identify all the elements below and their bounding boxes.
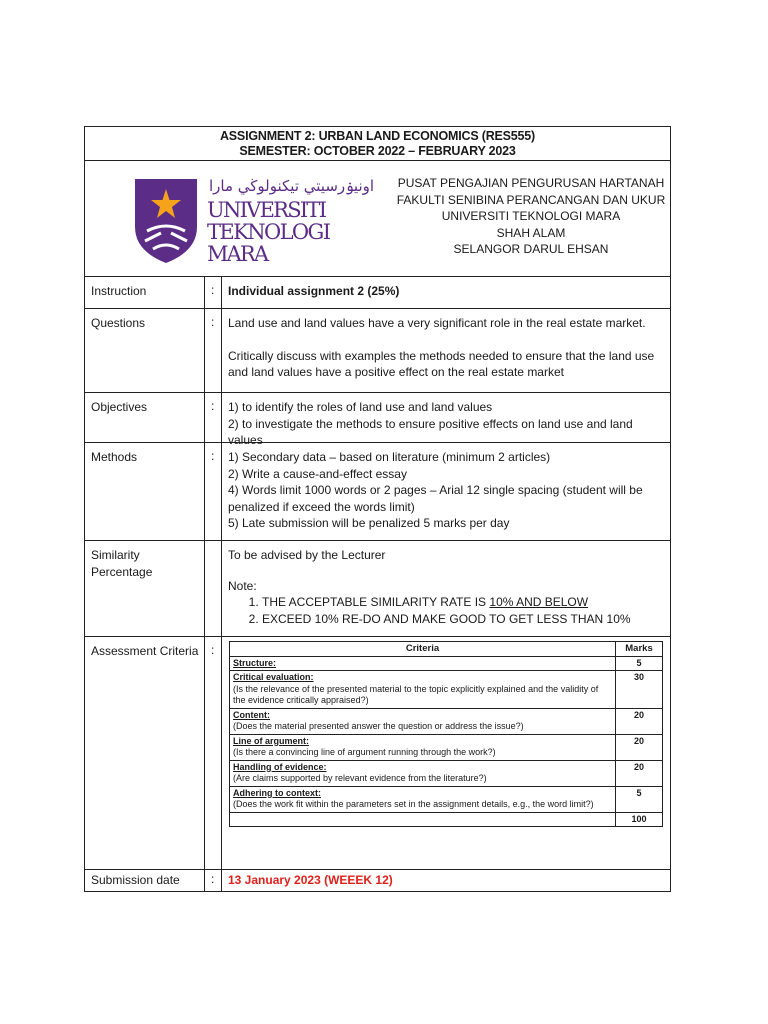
questions-text	[228, 315, 662, 381]
logo-text-teknologi: TEKNOLOGI	[207, 220, 331, 244]
criteria-header-row	[230, 642, 663, 657]
criteria-name: Critical evaluation:	[233, 672, 314, 682]
colon: :	[211, 315, 215, 329]
institution-line: SHAH ALAM	[496, 225, 566, 240]
colon: :	[211, 283, 215, 297]
question-paragraph-2: Critically discuss with examples the methods needed to ensure that the land use and land values have a positive effect on the real estate market	[228, 348, 655, 379]
objectives-list	[228, 399, 662, 449]
similarity-advice: To be advised by the Lecturer	[228, 548, 386, 562]
criteria-row	[230, 734, 663, 760]
criteria-row	[230, 708, 663, 734]
criteria-name: Content:	[233, 709, 270, 720]
methods-label: Methods	[91, 450, 138, 464]
question-paragraph-1: Land use and land values have a very significant role in the real estate market.	[228, 316, 646, 330]
criteria-header: Criteria	[230, 642, 616, 657]
similarity-list	[228, 594, 662, 627]
submission-row	[85, 870, 670, 891]
criteria-description: (Is the relevance of the presented material to the topic explicitly explained and the validity of the evidence critically appraised?)	[233, 683, 599, 705]
method-item: 4) Words limit 1000 words or 2 pages – Arial 12 single spacing (student will be penalized if exceed the words limit)	[228, 483, 643, 514]
criteria-marks: 30	[616, 671, 663, 709]
institution-line: PUSAT PENGAJIAN PENGURUSAN HARTANAH	[397, 176, 665, 190]
similarity-note: Note:	[228, 578, 257, 593]
institution-line: UNIVERSITI TEKNOLOGI MARA	[441, 209, 621, 223]
institution-block	[381, 175, 681, 258]
criteria-marks: 5	[616, 656, 663, 671]
criteria-marks: 5	[616, 786, 663, 812]
method-item: 5) Late submission will be penalized 5 marks per day	[228, 516, 510, 530]
methods-list	[228, 449, 662, 532]
logo-text-universiti: UNIVERSITI	[207, 198, 327, 222]
criteria-name: Handling of evidence:	[233, 761, 327, 772]
criteria-row	[230, 760, 663, 786]
logo-arabic-text: اونيۏرسيتي تيكنولوڬي مارا	[209, 177, 375, 195]
similarity-label-line-1: Similarity	[91, 548, 140, 562]
similarity-threshold: 10% AND BELOW	[489, 595, 589, 609]
submission-date: 13 January 2023 (WEEEK 12)	[228, 873, 393, 887]
criteria-row	[230, 786, 663, 812]
criteria-description: (Are claims supported by relevant evidence from the literature?)	[233, 773, 487, 783]
title-line-2: SEMESTER: OCTOBER 2022 – FEBRUARY 2023	[239, 144, 516, 158]
criteria-name: Line of argument:	[233, 735, 309, 746]
method-item: 1) Secondary data – based on literature (minimum 2 articles)	[228, 450, 551, 464]
instruction-label: Instruction	[91, 284, 147, 298]
questions-row	[85, 309, 670, 393]
objectives-row	[85, 393, 670, 447]
assignment-document	[84, 126, 671, 892]
similarity-row	[85, 541, 670, 637]
colon: :	[211, 643, 215, 657]
total-marks: 100	[616, 812, 663, 827]
objective-item: 2) to investigate the methods to ensure positive effects on land use and land values	[228, 416, 633, 447]
institution-line: SELANGOR DARUL EHSAN	[453, 242, 609, 256]
marks-header: Marks	[616, 642, 663, 657]
criteria-marks: 20	[616, 708, 663, 734]
assessment-label: Assessment Criteria	[91, 644, 199, 658]
instruction-value: Individual assignment 2 (25%)	[228, 284, 400, 298]
similarity-item-1: 1. THE ACCEPTABLE SIMILARITY RATE IS 10% AND BELOW	[262, 594, 662, 611]
total-row	[230, 812, 663, 827]
colon: :	[211, 399, 215, 413]
title-line-1: ASSIGNMENT 2: URBAN LAND ECONOMICS (RES555)	[219, 129, 536, 143]
criteria-row	[230, 656, 663, 671]
objective-item: 1) to identify the roles of land use and land values	[228, 400, 493, 414]
university-logo	[135, 175, 375, 266]
logo-text-mara: MARA	[207, 242, 269, 266]
instruction-row	[85, 277, 670, 309]
methods-row	[85, 443, 670, 541]
criteria-name: Structure:	[233, 657, 277, 668]
similarity-label	[91, 547, 152, 580]
submission-label: Submission date	[91, 873, 180, 887]
colon: :	[211, 449, 215, 463]
method-item: 2) Write a cause-and-effect essay	[228, 466, 407, 481]
colon: :	[211, 872, 215, 886]
criteria-marks: 20	[616, 734, 663, 760]
criteria-marks: 20	[616, 760, 663, 786]
criteria-row	[230, 671, 663, 709]
similarity-content	[228, 547, 662, 627]
criteria-description: (Does the work fit within the parameters set in the assignment details, e.g., the word limit?)	[233, 799, 594, 809]
assessment-criteria-table	[229, 641, 663, 827]
criteria-description: (Is there a convincing line of argument running through the work?)	[233, 747, 496, 757]
assignment-title	[85, 127, 670, 161]
institution-line: FAKULTI SENIBINA PERANCANGAN DAN UKUR	[396, 192, 666, 207]
document-header	[85, 161, 670, 277]
similarity-item-2: 2. EXCEED 10% RE-DO AND MAKE GOOD TO GET LESS THAN 10%	[262, 611, 662, 628]
criteria-name: Adhering to context:	[233, 787, 321, 798]
objectives-label: Objectives	[91, 400, 148, 414]
questions-label: Questions	[91, 316, 146, 330]
similarity-label-line-2: Percentage	[91, 564, 153, 579]
criteria-description: (Does the material presented answer the question or address the issue?)	[233, 721, 524, 731]
